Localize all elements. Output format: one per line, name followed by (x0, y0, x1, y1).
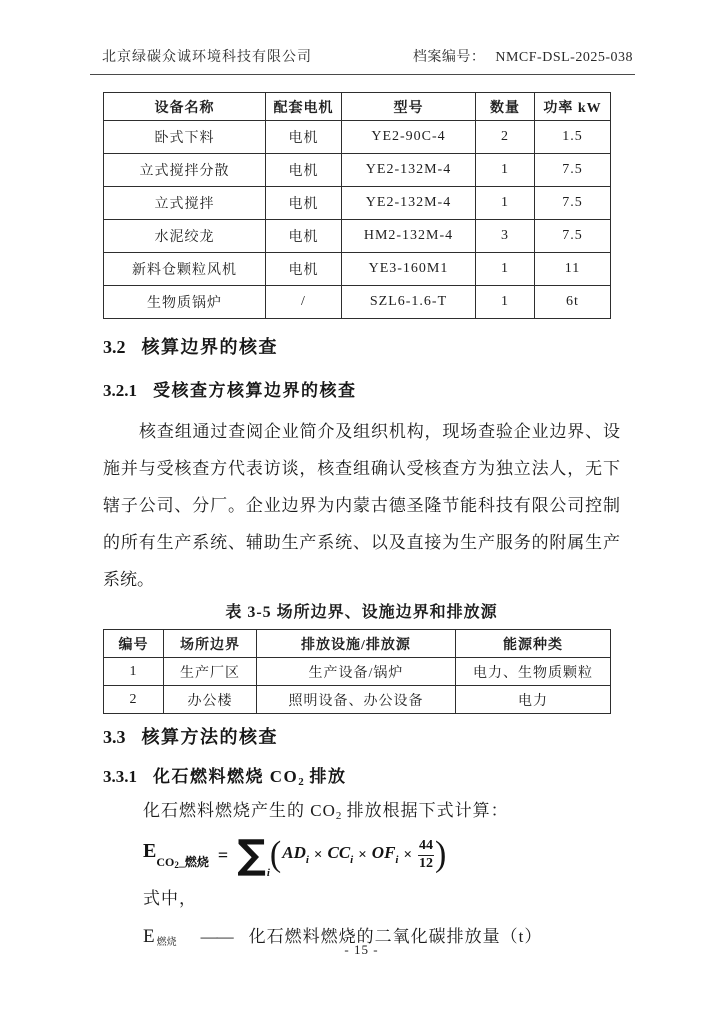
section-title (153, 767, 347, 786)
section-title: 核算边界的核查 (141, 337, 278, 357)
col-header-facility: 排放设施/排放源 (257, 630, 456, 658)
cell-energy: 电力 (456, 686, 611, 714)
fraction-denominator: 12 (419, 855, 434, 871)
title-text: 排放 (303, 767, 347, 786)
section-heading-3-3 (103, 723, 620, 749)
cell-qty: 3 (476, 220, 535, 253)
section-number: 3.2.1 (103, 381, 137, 400)
sigma-icon (237, 832, 270, 879)
emission-symbol: E (143, 839, 157, 862)
symbol-subscript: 燃烧 (156, 937, 177, 948)
var-sub: i (305, 854, 309, 866)
cell-qty: 1 (476, 154, 535, 187)
subscript-text: CO (156, 854, 175, 869)
section-heading-3-3-1 (103, 762, 620, 788)
cell-motor: 电机 (266, 220, 342, 253)
cell-facility: 生产设备/锅炉 (257, 658, 456, 686)
where-label: 式中， (143, 889, 197, 908)
cell-power: 1.5 (535, 121, 611, 154)
paragraph-line: 核查组通过查阅企业简介及组织机构，现场查验企业边界、设 (139, 422, 620, 441)
var-base: CC (327, 843, 351, 862)
multiply-sign: × (403, 846, 413, 863)
col-header-qty: 数量 (476, 93, 535, 121)
section-number: 3.2 (103, 337, 126, 357)
cell-model: YE3-160M1 (342, 253, 476, 286)
fraction-44-12 (418, 838, 434, 871)
cell-motor: 电机 (266, 154, 342, 187)
table-row (104, 154, 611, 187)
archive-value: NMCF-DSL-2025-038 (495, 50, 633, 65)
cell-model: YE2-132M-4 (342, 187, 476, 220)
var-sub: i (350, 854, 354, 866)
cell-power: 6t (535, 286, 611, 319)
cell-device: 新料仓颗粒风机 (104, 253, 266, 286)
col-header-site: 场所边界 (164, 630, 257, 658)
open-paren: ( (269, 835, 282, 874)
multiply-sign: × (313, 846, 323, 863)
definition-text: 化石燃料燃烧的二氧化碳排放量（t） (248, 927, 543, 946)
section-title: 受核查方核算边界的核查 (153, 381, 357, 400)
multiply-sign: × (358, 846, 367, 863)
var-base: AD (282, 843, 306, 862)
archive-number-group (413, 46, 633, 66)
section-heading-3-2-1 (103, 376, 620, 401)
company-name: 北京绿碳众诚环境科技有限公司 (102, 50, 312, 65)
summation-symbol: ∑ (237, 832, 266, 878)
formula-intro (103, 799, 620, 823)
symbol-base: E (143, 926, 155, 947)
page-number: - 15 - (344, 942, 379, 957)
formula-lhs (143, 841, 209, 870)
summation-index: i (266, 867, 270, 879)
table-row (104, 658, 611, 686)
table-row (104, 121, 611, 154)
cell-facility: 照明设备、办公设备 (257, 686, 456, 714)
carbon-content-term (327, 844, 353, 866)
co2-combustion-formula (143, 829, 620, 881)
subscript-2: 2 (174, 859, 179, 870)
table-row (104, 686, 611, 714)
body-paragraph (103, 413, 620, 598)
paragraph-line: 的所有生产系统、辅助生产系统、以及直接为生产服务的附属生产 (103, 533, 620, 552)
col-header-model: 型号 (342, 93, 476, 121)
paragraph-line: 辖子公司、分厂。企业边界为内蒙古德圣隆节能科技有限公司控制 (103, 496, 620, 515)
col-header-energy: 能源种类 (456, 630, 611, 658)
section-title: 核算方法的核查 (141, 727, 278, 747)
table-row (104, 220, 611, 253)
cell-device: 卧式下料 (104, 121, 266, 154)
boundary-table-header-row (104, 630, 611, 658)
cell-device: 立式搅拌分散 (104, 154, 266, 187)
cell-id: 1 (104, 658, 164, 686)
col-header-power: 功率 kW (535, 93, 611, 121)
equipment-table-header-row (104, 93, 611, 121)
intro-text: 排放根据下式计算： (341, 801, 509, 820)
cell-power: 7.5 (535, 187, 611, 220)
boundary-table (103, 629, 611, 714)
activity-data-term (282, 844, 309, 866)
section-number: 3.3 (103, 727, 126, 747)
co2-subscript: 2 (335, 810, 342, 822)
equipment-table (103, 92, 611, 319)
var-base: OF (371, 843, 396, 862)
title-text: 化石燃料燃烧 CO (153, 767, 299, 786)
equals-sign: = (217, 844, 229, 865)
close-paren: ) (435, 835, 447, 874)
oxidation-factor-term (372, 844, 399, 866)
cell-model: SZL6-1.6-T (342, 286, 476, 319)
col-header-motor: 配套电机 (266, 93, 342, 121)
cell-qty: 1 (476, 286, 535, 319)
emission-subscript (156, 853, 209, 870)
cell-qty: 2 (476, 121, 535, 154)
var-sub: i (395, 854, 399, 866)
fraction-numerator: 44 (418, 838, 434, 855)
definition-dash: —— (200, 927, 233, 946)
section-number: 3.3.1 (103, 767, 137, 786)
table-3-5-caption: 表 3-5 场所边界、设施边界和排放源 (225, 604, 498, 621)
cell-motor: 电机 (266, 187, 342, 220)
cell-site: 办公楼 (164, 686, 257, 714)
cell-device: 立式搅拌 (104, 187, 266, 220)
cell-id: 2 (104, 686, 164, 714)
col-header-id: 编号 (104, 630, 164, 658)
cell-power: 7.5 (535, 154, 611, 187)
table-row (104, 253, 611, 286)
cell-motor: / (266, 286, 342, 319)
cell-power: 7.5 (535, 220, 611, 253)
subscript-text: _燃烧 (178, 854, 209, 869)
cell-qty: 1 (476, 253, 535, 286)
cell-device: 生物质锅炉 (104, 286, 266, 319)
archive-label: 档案编号： (412, 50, 486, 65)
cell-site: 生产厂区 (164, 658, 257, 686)
cell-device: 水泥绞龙 (104, 220, 266, 253)
page-header (90, 46, 635, 75)
paragraph-line: 施并与受核查方代表访谈，核查组确认受核查方为独立法人，无下 (103, 459, 620, 478)
intro-text: 化石燃料燃烧产生的 CO (143, 801, 336, 820)
table-row (104, 187, 611, 220)
cell-model: HM2-132M-4 (342, 220, 476, 253)
cell-model: YE2-90C-4 (342, 121, 476, 154)
co2-subscript: 2 (298, 776, 304, 788)
cell-model: YE2-132M-4 (342, 154, 476, 187)
col-header-device: 设备名称 (104, 93, 266, 121)
cell-power: 11 (535, 253, 611, 286)
section-heading-3-2 (103, 333, 620, 359)
cell-motor: 电机 (266, 253, 342, 286)
cell-motor: 电机 (266, 121, 342, 154)
table-row (104, 286, 611, 319)
cell-qty: 1 (476, 187, 535, 220)
cell-energy: 电力、生物质颗粒 (456, 658, 611, 686)
paragraph-line: 系统。 (103, 570, 154, 589)
